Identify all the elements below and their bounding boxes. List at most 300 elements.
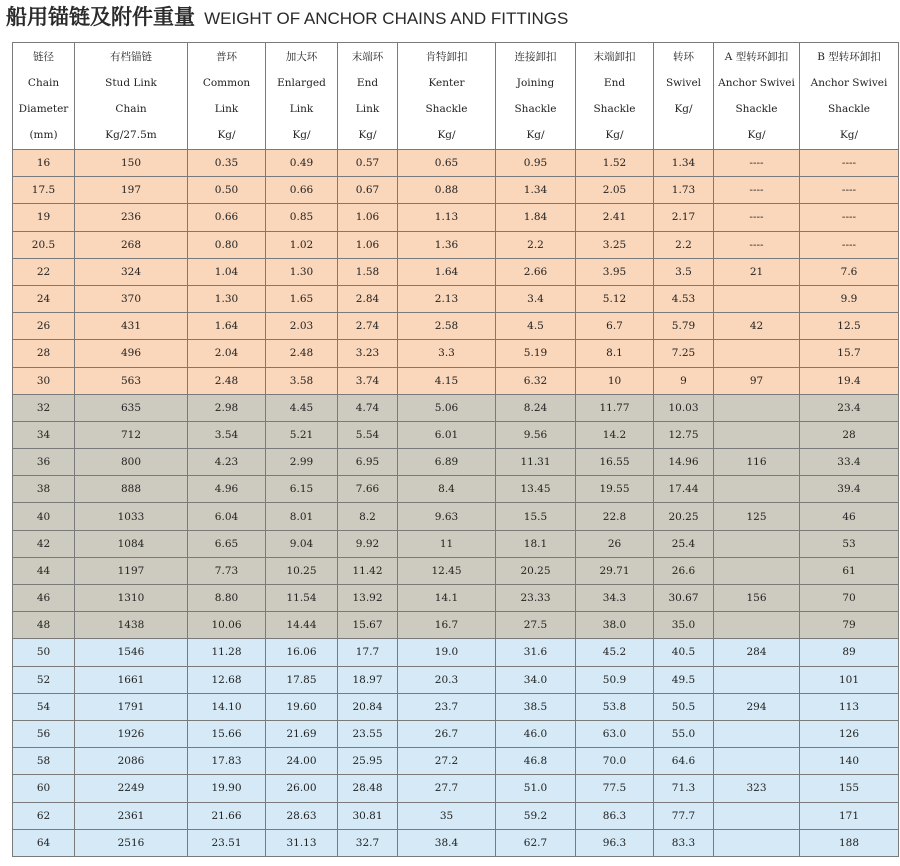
cell-end-link: 9.92 bbox=[338, 530, 398, 557]
header-line: Kg/ bbox=[747, 129, 766, 141]
cell-chain-diameter: 50 bbox=[13, 639, 75, 666]
cell-joining-shackle: 15.5 bbox=[496, 503, 576, 530]
cell-chain-diameter: 42 bbox=[13, 530, 75, 557]
header-enlarged-link bbox=[266, 43, 338, 150]
cell-stud-link-chain: 1926 bbox=[75, 720, 188, 747]
cell-a-type-swivel-shackle bbox=[714, 557, 800, 584]
cell-common-link: 2.48 bbox=[188, 367, 266, 394]
cell-stud-link-chain: 635 bbox=[75, 394, 188, 421]
cell-end-link: 17.7 bbox=[338, 639, 398, 666]
cell-end-shackle: 2.41 bbox=[576, 204, 654, 231]
cell-enlarged-link: 0.66 bbox=[266, 177, 338, 204]
cell-joining-shackle: 8.24 bbox=[496, 394, 576, 421]
cell-end-link: 6.95 bbox=[338, 449, 398, 476]
cell-end-shackle: 3.95 bbox=[576, 258, 654, 285]
cell-common-link: 11.28 bbox=[188, 639, 266, 666]
cell-kenter-shackle: 6.01 bbox=[398, 421, 496, 448]
cell-end-link: 11.42 bbox=[338, 557, 398, 584]
cell-kenter-shackle: 27.7 bbox=[398, 775, 496, 802]
cell-stud-link-chain: 2361 bbox=[75, 802, 188, 829]
header-line: Kg/ bbox=[292, 129, 311, 141]
cell-a-type-swivel-shackle bbox=[714, 829, 800, 856]
cell-end-shackle: 19.55 bbox=[576, 476, 654, 503]
header-line: Diameter bbox=[18, 103, 69, 115]
header-line: Shackle bbox=[425, 103, 468, 115]
cell-joining-shackle: 0.95 bbox=[496, 150, 576, 177]
header-line: Kg/ bbox=[437, 129, 456, 141]
table-header bbox=[13, 43, 899, 150]
table-row bbox=[13, 421, 899, 448]
cell-end-link: 4.74 bbox=[338, 394, 398, 421]
cell-common-link: 6.04 bbox=[188, 503, 266, 530]
table-row bbox=[13, 177, 899, 204]
header-line: Kg/ bbox=[217, 129, 236, 141]
header-line: Common bbox=[202, 77, 251, 89]
cell-b-type-swivel-shackle: 79 bbox=[800, 612, 899, 639]
table-row bbox=[13, 775, 899, 802]
cell-a-type-swivel-shackle bbox=[714, 340, 800, 367]
cell-end-shackle: 2.05 bbox=[576, 177, 654, 204]
cell-stud-link-chain: 1791 bbox=[75, 693, 188, 720]
cell-end-shackle: 29.71 bbox=[576, 557, 654, 584]
cell-end-link: 5.54 bbox=[338, 421, 398, 448]
cell-common-link: 7.73 bbox=[188, 557, 266, 584]
cell-stud-link-chain: 1310 bbox=[75, 585, 188, 612]
cell-enlarged-link: 0.49 bbox=[266, 150, 338, 177]
cell-end-link: 13.92 bbox=[338, 585, 398, 612]
table-row bbox=[13, 748, 899, 775]
cell-kenter-shackle: 1.64 bbox=[398, 258, 496, 285]
cell-stud-link-chain: 888 bbox=[75, 476, 188, 503]
cell-end-link: 1.06 bbox=[338, 231, 398, 258]
cell-joining-shackle: 38.5 bbox=[496, 693, 576, 720]
cell-a-type-swivel-shackle: 294 bbox=[714, 693, 800, 720]
cell-enlarged-link: 2.99 bbox=[266, 449, 338, 476]
cell-joining-shackle: 18.1 bbox=[496, 530, 576, 557]
cell-kenter-shackle: 0.88 bbox=[398, 177, 496, 204]
cell-swivel: 12.75 bbox=[654, 421, 714, 448]
cell-chain-diameter: 22 bbox=[13, 258, 75, 285]
cell-enlarged-link: 17.85 bbox=[266, 666, 338, 693]
cell-chain-diameter: 26 bbox=[13, 313, 75, 340]
cell-stud-link-chain: 1546 bbox=[75, 639, 188, 666]
table-row bbox=[13, 829, 899, 856]
cell-stud-link-chain: 1661 bbox=[75, 666, 188, 693]
cell-b-type-swivel-shackle: ---- bbox=[800, 150, 899, 177]
cell-chain-diameter: 19 bbox=[13, 204, 75, 231]
cell-swivel: 1.73 bbox=[654, 177, 714, 204]
cell-common-link: 14.10 bbox=[188, 693, 266, 720]
cell-swivel: 20.25 bbox=[654, 503, 714, 530]
cell-kenter-shackle: 23.7 bbox=[398, 693, 496, 720]
cell-a-type-swivel-shackle bbox=[714, 394, 800, 421]
cell-enlarged-link: 3.58 bbox=[266, 367, 338, 394]
cell-chain-diameter: 54 bbox=[13, 693, 75, 720]
cell-common-link: 17.83 bbox=[188, 748, 266, 775]
cell-joining-shackle: 1.34 bbox=[496, 177, 576, 204]
cell-swivel: 9 bbox=[654, 367, 714, 394]
cell-kenter-shackle: 20.3 bbox=[398, 666, 496, 693]
cell-chain-diameter: 24 bbox=[13, 285, 75, 312]
cell-common-link: 3.54 bbox=[188, 421, 266, 448]
cell-swivel: 35.0 bbox=[654, 612, 714, 639]
cell-kenter-shackle: 2.58 bbox=[398, 313, 496, 340]
cell-end-link: 25.95 bbox=[338, 748, 398, 775]
header-line: 加大环 bbox=[285, 51, 318, 63]
header-line: Joining bbox=[516, 77, 555, 89]
header-line: 末端卸扣 bbox=[593, 51, 636, 63]
header-line: (mm) bbox=[29, 129, 58, 141]
table-row bbox=[13, 557, 899, 584]
cell-end-shackle: 1.52 bbox=[576, 150, 654, 177]
weight-table bbox=[12, 42, 899, 857]
cell-enlarged-link: 16.06 bbox=[266, 639, 338, 666]
cell-joining-shackle: 51.0 bbox=[496, 775, 576, 802]
cell-b-type-swivel-shackle: ---- bbox=[800, 204, 899, 231]
cell-enlarged-link: 21.69 bbox=[266, 720, 338, 747]
cell-common-link: 0.50 bbox=[188, 177, 266, 204]
cell-end-shackle: 26 bbox=[576, 530, 654, 557]
cell-end-link: 3.23 bbox=[338, 340, 398, 367]
header-line: B 型转环卸扣 bbox=[817, 51, 881, 63]
cell-kenter-shackle: 26.7 bbox=[398, 720, 496, 747]
table-row bbox=[13, 340, 899, 367]
cell-swivel: 5.79 bbox=[654, 313, 714, 340]
cell-chain-diameter: 17.5 bbox=[13, 177, 75, 204]
cell-chain-diameter: 16 bbox=[13, 150, 75, 177]
header-line: Kg/ bbox=[605, 129, 624, 141]
cell-end-shackle: 77.5 bbox=[576, 775, 654, 802]
cell-a-type-swivel-shackle bbox=[714, 530, 800, 557]
cell-joining-shackle: 13.45 bbox=[496, 476, 576, 503]
cell-swivel: 55.0 bbox=[654, 720, 714, 747]
cell-common-link: 23.51 bbox=[188, 829, 266, 856]
cell-joining-shackle: 11.31 bbox=[496, 449, 576, 476]
header-line: Enlarged bbox=[277, 77, 326, 89]
cell-common-link: 1.04 bbox=[188, 258, 266, 285]
cell-common-link: 0.66 bbox=[188, 204, 266, 231]
cell-b-type-swivel-shackle: 12.5 bbox=[800, 313, 899, 340]
header-swivel bbox=[654, 43, 714, 150]
cell-kenter-shackle: 9.63 bbox=[398, 503, 496, 530]
header-line: Kg/ bbox=[358, 129, 377, 141]
cell-a-type-swivel-shackle: 42 bbox=[714, 313, 800, 340]
cell-joining-shackle: 20.25 bbox=[496, 557, 576, 584]
cell-common-link: 12.68 bbox=[188, 666, 266, 693]
cell-chain-diameter: 36 bbox=[13, 449, 75, 476]
table-row bbox=[13, 476, 899, 503]
cell-a-type-swivel-shackle: 116 bbox=[714, 449, 800, 476]
cell-end-link: 23.55 bbox=[338, 720, 398, 747]
cell-a-type-swivel-shackle: ---- bbox=[714, 177, 800, 204]
header-a-type-swivel-shackle bbox=[714, 43, 800, 150]
cell-stud-link-chain: 370 bbox=[75, 285, 188, 312]
header-line: 链径 bbox=[33, 51, 54, 63]
cell-swivel: 26.6 bbox=[654, 557, 714, 584]
cell-end-link: 3.74 bbox=[338, 367, 398, 394]
cell-swivel: 71.3 bbox=[654, 775, 714, 802]
cell-swivel: 17.44 bbox=[654, 476, 714, 503]
cell-end-link: 32.7 bbox=[338, 829, 398, 856]
cell-enlarged-link: 19.60 bbox=[266, 693, 338, 720]
cell-swivel: 2.2 bbox=[654, 231, 714, 258]
cell-stud-link-chain: 2086 bbox=[75, 748, 188, 775]
header-line: 连接卸扣 bbox=[514, 51, 557, 63]
cell-swivel: 64.6 bbox=[654, 748, 714, 775]
cell-a-type-swivel-shackle bbox=[714, 802, 800, 829]
cell-joining-shackle: 46.8 bbox=[496, 748, 576, 775]
header-line: Kg/27.5m bbox=[105, 129, 157, 141]
cell-b-type-swivel-shackle: 113 bbox=[800, 693, 899, 720]
cell-stud-link-chain: 712 bbox=[75, 421, 188, 448]
cell-b-type-swivel-shackle: 33.4 bbox=[800, 449, 899, 476]
cell-stud-link-chain: 1438 bbox=[75, 612, 188, 639]
cell-end-link: 1.58 bbox=[338, 258, 398, 285]
cell-joining-shackle: 27.5 bbox=[496, 612, 576, 639]
cell-kenter-shackle: 11 bbox=[398, 530, 496, 557]
cell-joining-shackle: 46.0 bbox=[496, 720, 576, 747]
cell-stud-link-chain: 431 bbox=[75, 313, 188, 340]
header-line: Link bbox=[355, 103, 380, 115]
table-row bbox=[13, 367, 899, 394]
header-line: Chain bbox=[115, 103, 147, 115]
header-line: Anchor Swivei bbox=[810, 77, 888, 89]
cell-end-shackle: 10 bbox=[576, 367, 654, 394]
cell-kenter-shackle: 8.4 bbox=[398, 476, 496, 503]
cell-chain-diameter: 44 bbox=[13, 557, 75, 584]
cell-joining-shackle: 4.5 bbox=[496, 313, 576, 340]
header-line: Swivel bbox=[665, 77, 702, 89]
cell-kenter-shackle: 12.45 bbox=[398, 557, 496, 584]
cell-common-link: 0.35 bbox=[188, 150, 266, 177]
cell-end-link: 30.81 bbox=[338, 802, 398, 829]
cell-end-link: 7.66 bbox=[338, 476, 398, 503]
cell-enlarged-link: 24.00 bbox=[266, 748, 338, 775]
table-row bbox=[13, 693, 899, 720]
cell-swivel: 83.3 bbox=[654, 829, 714, 856]
cell-enlarged-link: 31.13 bbox=[266, 829, 338, 856]
cell-b-type-swivel-shackle: 46 bbox=[800, 503, 899, 530]
cell-enlarged-link: 2.48 bbox=[266, 340, 338, 367]
cell-kenter-shackle: 38.4 bbox=[398, 829, 496, 856]
cell-kenter-shackle: 5.06 bbox=[398, 394, 496, 421]
cell-joining-shackle: 2.2 bbox=[496, 231, 576, 258]
cell-stud-link-chain: 197 bbox=[75, 177, 188, 204]
cell-a-type-swivel-shackle: 21 bbox=[714, 258, 800, 285]
cell-swivel: 50.5 bbox=[654, 693, 714, 720]
cell-b-type-swivel-shackle: 70 bbox=[800, 585, 899, 612]
header-stud-link-chain bbox=[75, 43, 188, 150]
cell-chain-diameter: 62 bbox=[13, 802, 75, 829]
cell-stud-link-chain: 1084 bbox=[75, 530, 188, 557]
cell-common-link: 21.66 bbox=[188, 802, 266, 829]
cell-common-link: 2.04 bbox=[188, 340, 266, 367]
table-row bbox=[13, 394, 899, 421]
cell-end-shackle: 45.2 bbox=[576, 639, 654, 666]
cell-end-link: 28.48 bbox=[338, 775, 398, 802]
cell-stud-link-chain: 2516 bbox=[75, 829, 188, 856]
cell-end-shackle: 3.25 bbox=[576, 231, 654, 258]
cell-joining-shackle: 5.19 bbox=[496, 340, 576, 367]
table-row bbox=[13, 530, 899, 557]
cell-chain-diameter: 34 bbox=[13, 421, 75, 448]
header-line: 普环 bbox=[216, 51, 237, 63]
cell-end-shackle: 6.7 bbox=[576, 313, 654, 340]
cell-enlarged-link: 1.30 bbox=[266, 258, 338, 285]
cell-swivel: 10.03 bbox=[654, 394, 714, 421]
cell-b-type-swivel-shackle: 101 bbox=[800, 666, 899, 693]
header-joining-shackle bbox=[496, 43, 576, 150]
cell-joining-shackle: 23.33 bbox=[496, 585, 576, 612]
header-end-link bbox=[338, 43, 398, 150]
cell-common-link: 15.66 bbox=[188, 720, 266, 747]
cell-chain-diameter: 40 bbox=[13, 503, 75, 530]
cell-end-shackle: 50.9 bbox=[576, 666, 654, 693]
header-common-link bbox=[188, 43, 266, 150]
cell-b-type-swivel-shackle: 53 bbox=[800, 530, 899, 557]
table-row bbox=[13, 285, 899, 312]
cell-stud-link-chain: 1197 bbox=[75, 557, 188, 584]
cell-b-type-swivel-shackle: ---- bbox=[800, 177, 899, 204]
cell-swivel: 77.7 bbox=[654, 802, 714, 829]
cell-chain-diameter: 48 bbox=[13, 612, 75, 639]
cell-a-type-swivel-shackle: 284 bbox=[714, 639, 800, 666]
cell-b-type-swivel-shackle: 15.7 bbox=[800, 340, 899, 367]
header-line: Shackle bbox=[827, 103, 871, 115]
cell-stud-link-chain: 324 bbox=[75, 258, 188, 285]
cell-enlarged-link: 1.02 bbox=[266, 231, 338, 258]
cell-b-type-swivel-shackle: 140 bbox=[800, 748, 899, 775]
cell-b-type-swivel-shackle: 89 bbox=[800, 639, 899, 666]
cell-end-shackle: 14.2 bbox=[576, 421, 654, 448]
header-line: 转环 bbox=[673, 51, 694, 63]
cell-end-link: 0.57 bbox=[338, 150, 398, 177]
cell-a-type-swivel-shackle: 125 bbox=[714, 503, 800, 530]
table-row bbox=[13, 802, 899, 829]
table-row bbox=[13, 639, 899, 666]
cell-enlarged-link: 2.03 bbox=[266, 313, 338, 340]
cell-kenter-shackle: 1.36 bbox=[398, 231, 496, 258]
cell-a-type-swivel-shackle: 97 bbox=[714, 367, 800, 394]
cell-chain-diameter: 30 bbox=[13, 367, 75, 394]
cell-joining-shackle: 3.4 bbox=[496, 285, 576, 312]
header-line: Shackle bbox=[735, 103, 778, 115]
cell-chain-diameter: 64 bbox=[13, 829, 75, 856]
cell-end-link: 8.2 bbox=[338, 503, 398, 530]
cell-enlarged-link: 0.85 bbox=[266, 204, 338, 231]
cell-b-type-swivel-shackle: 61 bbox=[800, 557, 899, 584]
cell-enlarged-link: 4.45 bbox=[266, 394, 338, 421]
title-english: WEIGHT OF ANCHOR CHAINS AND FITTINGS bbox=[204, 9, 569, 28]
header-line bbox=[654, 122, 713, 148]
cell-kenter-shackle: 16.7 bbox=[398, 612, 496, 639]
cell-kenter-shackle: 19.0 bbox=[398, 639, 496, 666]
cell-end-link: 2.84 bbox=[338, 285, 398, 312]
cell-enlarged-link: 8.01 bbox=[266, 503, 338, 530]
cell-stud-link-chain: 563 bbox=[75, 367, 188, 394]
cell-stud-link-chain: 2249 bbox=[75, 775, 188, 802]
header-line: End bbox=[356, 77, 379, 89]
cell-kenter-shackle: 35 bbox=[398, 802, 496, 829]
cell-b-type-swivel-shackle: 188 bbox=[800, 829, 899, 856]
cell-end-shackle: 38.0 bbox=[576, 612, 654, 639]
cell-a-type-swivel-shackle bbox=[714, 285, 800, 312]
cell-b-type-swivel-shackle: 9.9 bbox=[800, 285, 899, 312]
cell-end-shackle: 5.12 bbox=[576, 285, 654, 312]
cell-stud-link-chain: 1033 bbox=[75, 503, 188, 530]
cell-stud-link-chain: 268 bbox=[75, 231, 188, 258]
header-line: Kg/ bbox=[526, 129, 545, 141]
table-row bbox=[13, 204, 899, 231]
header-line: 末端环 bbox=[351, 51, 384, 63]
cell-joining-shackle: 6.32 bbox=[496, 367, 576, 394]
cell-stud-link-chain: 150 bbox=[75, 150, 188, 177]
cell-b-type-swivel-shackle: 155 bbox=[800, 775, 899, 802]
cell-enlarged-link: 10.25 bbox=[266, 557, 338, 584]
cell-end-shackle: 16.55 bbox=[576, 449, 654, 476]
cell-a-type-swivel-shackle bbox=[714, 612, 800, 639]
cell-swivel: 7.25 bbox=[654, 340, 714, 367]
cell-end-shackle: 53.8 bbox=[576, 693, 654, 720]
cell-joining-shackle: 9.56 bbox=[496, 421, 576, 448]
cell-end-link: 15.67 bbox=[338, 612, 398, 639]
table-body bbox=[13, 150, 899, 857]
cell-joining-shackle: 34.0 bbox=[496, 666, 576, 693]
cell-kenter-shackle: 27.2 bbox=[398, 748, 496, 775]
cell-end-link: 0.67 bbox=[338, 177, 398, 204]
header-row bbox=[13, 43, 899, 150]
cell-end-shackle: 86.3 bbox=[576, 802, 654, 829]
header-line: End bbox=[603, 77, 626, 89]
cell-kenter-shackle: 4.15 bbox=[398, 367, 496, 394]
cell-joining-shackle: 2.66 bbox=[496, 258, 576, 285]
header-line: Anchor Swivei bbox=[718, 77, 795, 89]
cell-b-type-swivel-shackle: 39.4 bbox=[800, 476, 899, 503]
cell-a-type-swivel-shackle bbox=[714, 476, 800, 503]
cell-joining-shackle: 1.84 bbox=[496, 204, 576, 231]
cell-swivel: 4.53 bbox=[654, 285, 714, 312]
header-line: 肯特卸扣 bbox=[425, 51, 468, 63]
cell-b-type-swivel-shackle: 23.4 bbox=[800, 394, 899, 421]
cell-end-shackle: 96.3 bbox=[576, 829, 654, 856]
cell-chain-diameter: 58 bbox=[13, 748, 75, 775]
cell-end-link: 18.97 bbox=[338, 666, 398, 693]
cell-chain-diameter: 46 bbox=[13, 585, 75, 612]
header-b-type-swivel-shackle bbox=[800, 43, 899, 150]
cell-kenter-shackle: 1.13 bbox=[398, 204, 496, 231]
cell-joining-shackle: 59.2 bbox=[496, 802, 576, 829]
cell-common-link: 6.65 bbox=[188, 530, 266, 557]
header-line: Shackle bbox=[593, 103, 636, 115]
header-kenter-shackle bbox=[398, 43, 496, 150]
cell-kenter-shackle: 2.13 bbox=[398, 285, 496, 312]
cell-end-link: 2.74 bbox=[338, 313, 398, 340]
cell-chain-diameter: 56 bbox=[13, 720, 75, 747]
cell-common-link: 2.98 bbox=[188, 394, 266, 421]
table-row bbox=[13, 449, 899, 476]
table-row bbox=[13, 231, 899, 258]
cell-stud-link-chain: 236 bbox=[75, 204, 188, 231]
cell-swivel: 30.67 bbox=[654, 585, 714, 612]
cell-swivel: 49.5 bbox=[654, 666, 714, 693]
cell-chain-diameter: 38 bbox=[13, 476, 75, 503]
cell-kenter-shackle: 6.89 bbox=[398, 449, 496, 476]
cell-enlarged-link: 14.44 bbox=[266, 612, 338, 639]
cell-end-shackle: 22.8 bbox=[576, 503, 654, 530]
cell-a-type-swivel-shackle bbox=[714, 720, 800, 747]
cell-stud-link-chain: 800 bbox=[75, 449, 188, 476]
cell-common-link: 19.90 bbox=[188, 775, 266, 802]
